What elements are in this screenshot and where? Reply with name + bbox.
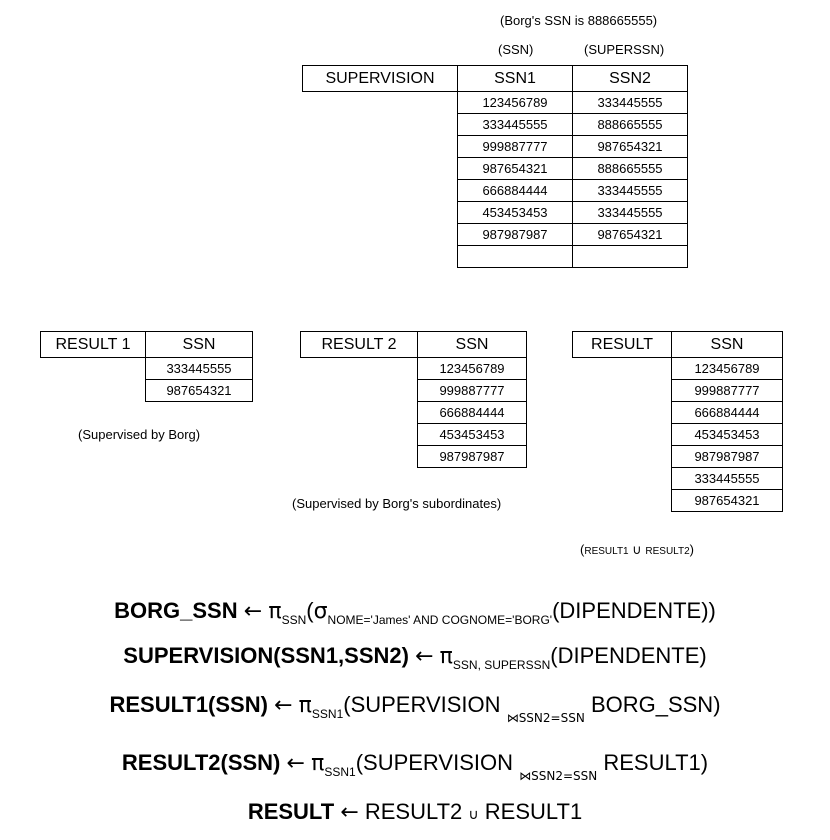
result-header-ssn: SSN: [672, 332, 783, 358]
join-condition: ⋈SSN2=SSN: [506, 711, 585, 725]
result2-table: [300, 331, 527, 468]
result2-caption: (Supervised by Borg's subordinates): [292, 496, 502, 511]
table-cell: 333445555: [573, 202, 688, 224]
supervision-table: [302, 65, 688, 268]
arrow-icon: ←: [415, 644, 434, 669]
projection-icon: π: [298, 693, 312, 718]
selection-icon: σ: [313, 599, 328, 624]
projection-icon: π: [268, 599, 282, 624]
result2-header-ssn: SSN: [418, 332, 527, 358]
table-cell: 666884444: [458, 180, 573, 202]
table-cell: 123456789: [672, 358, 783, 380]
union-icon: ∪: [468, 807, 479, 823]
table-cell: 999887777: [418, 380, 527, 402]
table-cell: 987987987: [458, 224, 573, 246]
table-cell: 987654321: [458, 158, 573, 180]
arrow-icon: ←: [243, 599, 263, 624]
table-cell: 123456789: [458, 92, 573, 114]
formula-supervision: SUPERVISION(SSN1,SSN2) ← $\pi_{SSN, SUPERSSN}(DIPENDENTE)$: [123, 643, 707, 672]
table-cell: 987654321: [573, 224, 688, 246]
table-cell: 987654321: [672, 490, 783, 512]
result1-caption: (Supervised by Borg): [78, 427, 201, 442]
table-cell-empty: [573, 246, 688, 268]
ssn1-column-note: (SSN): [498, 42, 534, 57]
table-cell: 333445555: [458, 114, 573, 136]
table-cell: 453453453: [458, 202, 573, 224]
table-cell: 987654321: [573, 136, 688, 158]
table-cell: 888665555: [573, 114, 688, 136]
formula-result2: RESULT2(SSN) ← $\pi_{SSN1}(SUPERVISION$ $_{⋈SSN2=SSN}$ RESULT1): [121, 750, 709, 783]
table-cell: 999887777: [458, 136, 573, 158]
result1-table: [40, 331, 253, 402]
formula-result: RESULT ← RESULT2 ∪ RESULT1: [247, 799, 583, 825]
result1-header-ssn: SSN: [146, 332, 253, 358]
table-cell: 666884444: [418, 402, 527, 424]
table-cell: 666884444: [672, 402, 783, 424]
ssn2-column-note: (SUPERSSN): [584, 42, 665, 57]
result-relation-name: RESULT: [573, 332, 672, 358]
table-cell: 333445555: [146, 358, 253, 380]
arrow-icon: ←: [286, 751, 305, 776]
table-cell: 333445555: [672, 468, 783, 490]
table-cell: 987987987: [418, 446, 527, 468]
result1-relation-name: RESULT 1: [41, 332, 146, 358]
borg-ssn-note: (Borg's SSN is 888665555): [500, 13, 658, 28]
table-cell: 453453453: [672, 424, 783, 446]
supervision-relation-name: SUPERVISION: [303, 66, 458, 92]
supervision-header-ssn2: SSN2: [573, 66, 688, 92]
table-cell: 123456789: [418, 358, 527, 380]
projection-icon: π: [311, 751, 325, 776]
result2-relation-name: RESULT 2: [301, 332, 418, 358]
table-cell-empty: [458, 246, 573, 268]
arrow-icon: ←: [340, 800, 359, 825]
union-icon: ∪: [632, 543, 642, 558]
formula-borg-ssn: BORG_SSN ← $\pi_{SSN}(\sigma_{NOME='James' AND COGNOME='BORG'}(DIPENDENTE))$: [114, 598, 716, 627]
supervision-header-ssn1: SSN1: [458, 66, 573, 92]
table-cell: 987987987: [672, 446, 783, 468]
arrow-icon: ←: [274, 693, 293, 718]
formula-result1: RESULT1(SSN) ← $\pi_{SSN1}(SUPERVISION$ $_{⋈SSN2=SSN}$ BORG_SSN): [109, 692, 721, 725]
table-cell: 999887777: [672, 380, 783, 402]
result-table: [572, 331, 783, 512]
table-cell: 333445555: [573, 92, 688, 114]
table-cell: 888665555: [573, 158, 688, 180]
projection-icon: π: [439, 644, 453, 669]
table-cell: 453453453: [418, 424, 527, 446]
table-cell: 333445555: [573, 180, 688, 202]
result-caption: (RESULT1 ∪ RESULT2): [580, 542, 695, 558]
table-cell: 987654321: [146, 380, 253, 402]
join-condition: ⋈SSN2=SSN: [519, 769, 598, 783]
